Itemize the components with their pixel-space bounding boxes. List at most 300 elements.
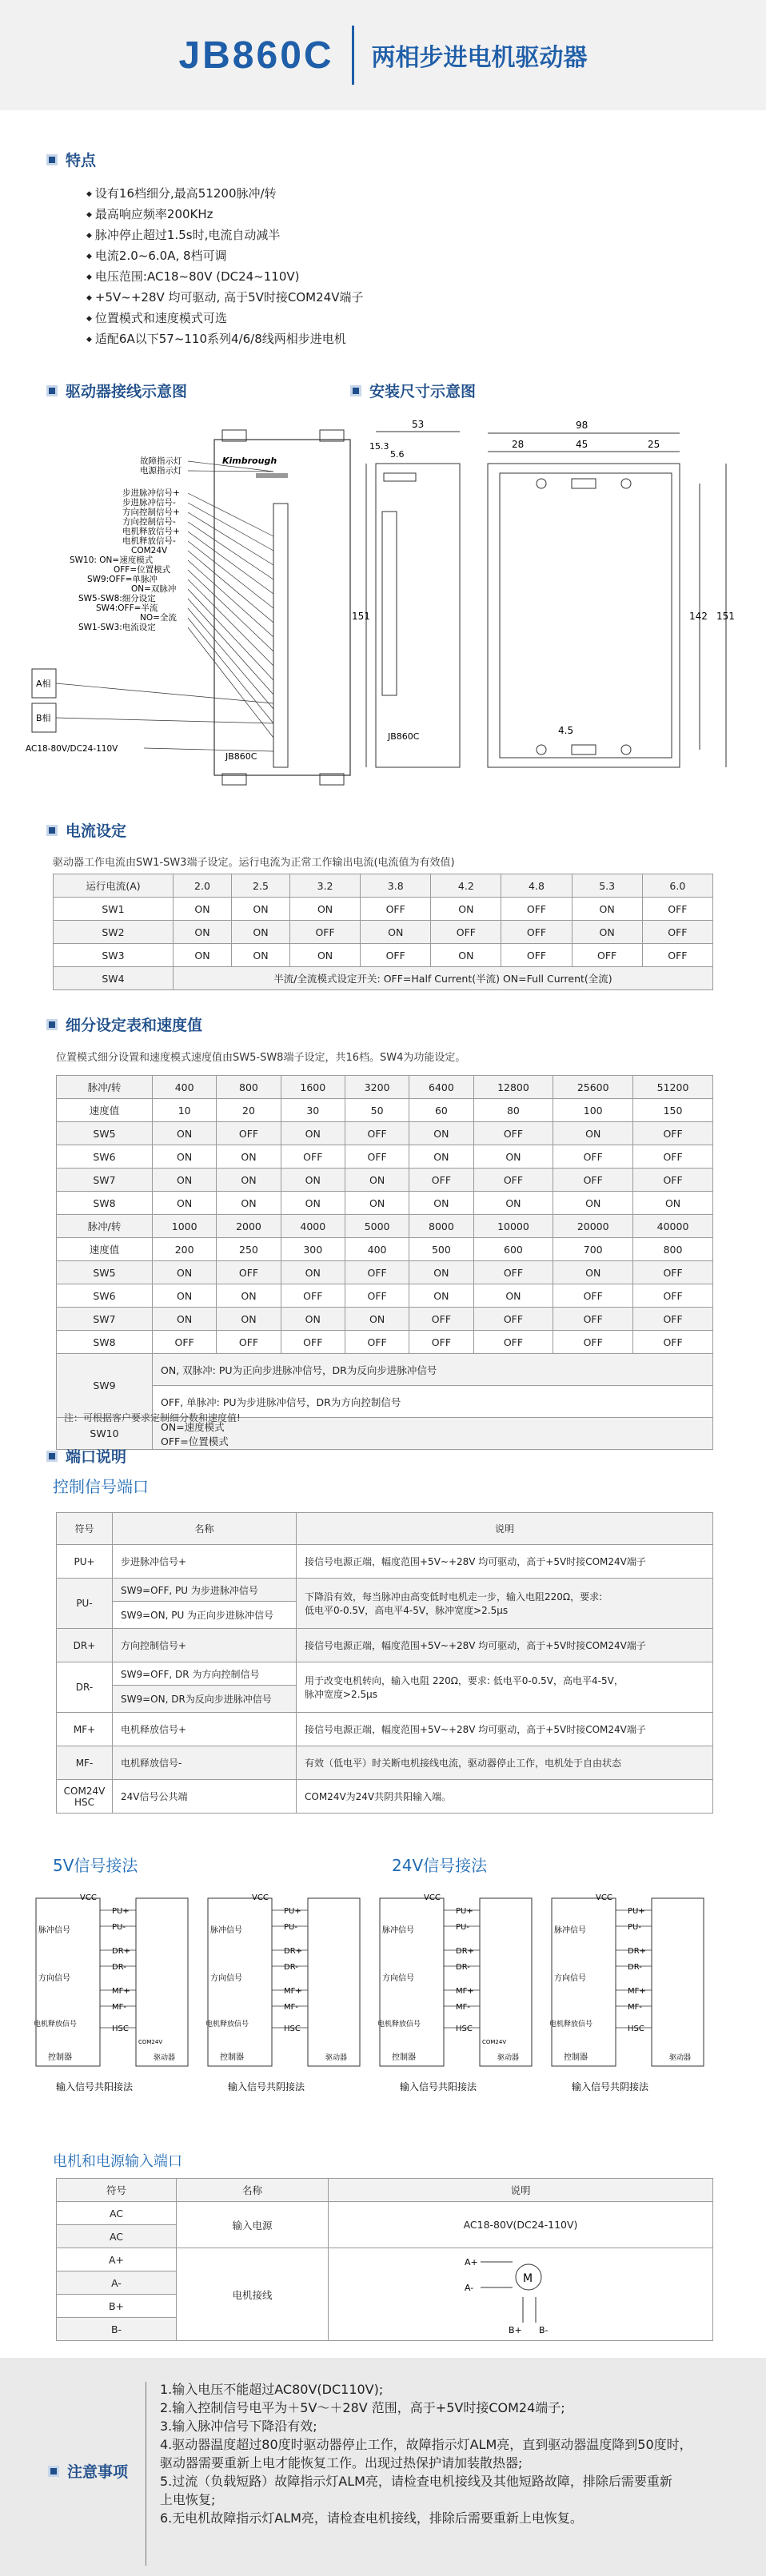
table-cell: ON — [345, 1192, 409, 1215]
table-cell: 1600 — [281, 1076, 345, 1099]
micro-footnote: 注：可根据客户要求定制细分数和速度值! — [64, 1412, 241, 1423]
table-cell: SW1 — [54, 898, 174, 921]
table-cell: ON — [232, 898, 290, 921]
pin-label: DR+ — [628, 1947, 647, 1956]
table-cell: SW9 — [57, 1354, 153, 1418]
table-cell: OFF — [501, 921, 572, 944]
table-cell: 80 — [473, 1099, 553, 1122]
phase-b-label: B相 — [36, 713, 51, 723]
table-cell: ON — [290, 898, 361, 921]
table-cell: 2.0 — [174, 874, 232, 898]
port-symbol: PU- — [57, 1579, 113, 1629]
driver-model-label: JB860C — [225, 751, 257, 762]
power-name: 输入电源 — [177, 2202, 329, 2248]
table-cell: 500 — [409, 1238, 473, 1261]
port-name: 步进脉冲信号+ — [113, 1545, 297, 1579]
table-cell: ON — [345, 1169, 409, 1192]
table-cell: OFF — [290, 921, 361, 944]
table-cell: SW6 — [57, 1284, 153, 1308]
square-icon — [48, 2466, 59, 2477]
table-cell: ON — [431, 944, 501, 967]
dim-142: 142 — [689, 611, 708, 622]
motor-diagram — [461, 2249, 580, 2337]
driver-label: 驱动器 — [497, 2054, 520, 2062]
pin-label: PU+ — [284, 1907, 301, 1916]
table-row — [54, 898, 713, 921]
table-cell: 10000 — [473, 1215, 553, 1238]
notice-heading — [48, 2460, 128, 2482]
table-cell: OFF — [153, 1331, 217, 1354]
pulse-label: 脉冲信号 — [382, 1926, 414, 1935]
ports-title: 端口说明 — [66, 1448, 127, 1466]
pin-label: DR- — [628, 1963, 642, 1972]
signal-diagrams — [32, 1882, 736, 2122]
diagram-caption: 输入信号共阴接法 — [228, 2081, 305, 2092]
port-desc: 接信号电源正端，幅度范围+5V~+28V 均可驱动，高于+5V时接COM24V端子 — [297, 1629, 713, 1662]
motor-b-plus: B+ — [509, 2325, 522, 2335]
dir-label: 方向信号 — [554, 1974, 586, 1983]
table-cell: OFF — [642, 921, 712, 944]
table-cell: OFF — [409, 1169, 473, 1192]
signal-5v-title: 5V信号接法 — [53, 1856, 138, 1875]
notice-list — [160, 2380, 692, 2527]
release-label: 电机释放信号 — [549, 2021, 593, 2029]
power-table — [56, 2178, 713, 2341]
diagram-caption: 输入信号共阳接法 — [400, 2081, 477, 2092]
table-header-cell: 说明 — [297, 1513, 713, 1545]
features-title: 特点 — [66, 152, 97, 169]
table-cell: 4.8 — [501, 874, 572, 898]
table-cell: ON — [553, 1192, 633, 1215]
pin-label: MF+ — [112, 1987, 130, 1996]
dims-title: 安装尺寸示意图 — [369, 383, 477, 400]
control-port-subtitle: 控制信号端口 — [53, 1477, 149, 1496]
diagram-caption: 输入信号共阳接法 — [56, 2081, 134, 2092]
table-cell: 60 — [409, 1099, 473, 1122]
table-cell: OFF — [361, 898, 431, 921]
signal-diagram — [205, 1893, 360, 2092]
port-symbol: DR- — [57, 1662, 113, 1713]
notice-title: 注意事项 — [67, 2463, 129, 2481]
table-cell: SW8 — [57, 1192, 153, 1215]
controller-label: 控制器 — [220, 2053, 244, 2062]
table-cell: OFF — [553, 1284, 633, 1308]
micro-note: 位置模式细分设置和速度模式速度值由SW5-SW8端子设定，共16档。SW4为功能设定。 — [56, 1052, 466, 1064]
table-cell: 运行电流(A) — [54, 874, 174, 898]
table-cell: 4.2 — [431, 874, 501, 898]
features-list — [86, 184, 363, 350]
motor-b-minus: B- — [539, 2325, 549, 2335]
table-cell: 20000 — [553, 1215, 633, 1238]
table-cell: ON — [174, 898, 232, 921]
table-row — [57, 1215, 713, 1238]
vcc-label: VCC — [596, 1893, 612, 1902]
feature-item: ◆ 设有16档细分,最高51200脉冲/转 — [86, 184, 363, 205]
table-cell: OFF — [345, 1145, 409, 1169]
port-symbol: MF- — [57, 1746, 113, 1780]
table-cell: OFF — [633, 1169, 713, 1192]
table-header-cell: 名称 — [113, 1513, 297, 1545]
table-cell: ON — [153, 1145, 217, 1169]
table-cell: ON — [153, 1169, 217, 1192]
table-header-cell: 符号 — [57, 2179, 177, 2202]
dim-45: 45 — [576, 439, 588, 450]
current-title: 电流设定 — [66, 822, 127, 840]
port-symbol-line: COM24V — [63, 1785, 106, 1797]
port-name: SW9=OFF, PU 为步进脉冲信号 — [113, 1579, 297, 1602]
table-cell: 700 — [553, 1238, 633, 1261]
table-cell: ON — [633, 1192, 713, 1215]
table-cell: ON — [361, 921, 431, 944]
table-cell: 6.0 — [642, 874, 712, 898]
release-label: 电机释放信号 — [205, 2021, 249, 2029]
table-cell: ON — [345, 1308, 409, 1331]
dimension-diagram — [344, 416, 752, 783]
table-cell: SW10 — [57, 1418, 153, 1450]
table-cell: ON — [153, 1261, 217, 1284]
pin-label: DR+ — [284, 1947, 303, 1956]
table-cell: ON — [409, 1284, 473, 1308]
dim-width-98: 98 — [576, 420, 588, 431]
table-cell: ON — [553, 1122, 633, 1145]
table-cell: ON — [217, 1169, 281, 1192]
table-cell: ON — [232, 921, 290, 944]
port-name: 电机释放信号- — [113, 1746, 297, 1780]
dim-5-6: 5.6 — [390, 449, 405, 460]
wiring-label: OFF=位置模式 — [114, 565, 171, 575]
notice-item: 上电恢复; — [160, 2492, 216, 2507]
table-row — [57, 1308, 713, 1331]
pin-label: DR- — [112, 1963, 126, 1972]
motor-diagram-cell — [329, 2248, 713, 2341]
table-header-cell: 符号 — [57, 1513, 113, 1545]
led-bar — [256, 473, 288, 478]
wiring-label: 方向控制信号+ — [122, 508, 180, 517]
pulse-label: 脉冲信号 — [554, 1926, 586, 1935]
table-cell: 40000 — [633, 1215, 713, 1238]
pin-label: COM24V — [138, 2039, 163, 2045]
pin-label: PU+ — [628, 1907, 645, 1916]
table-row — [57, 1076, 713, 1099]
current-heading — [46, 819, 126, 841]
notice-item: 1.输入电压不能超过AC80V(DC110V); — [160, 2382, 384, 2397]
table-row — [57, 1238, 713, 1261]
table-cell: 2000 — [217, 1215, 281, 1238]
table-cell: ON — [153, 1308, 217, 1331]
wiring-label: SW4:OFF=半流 — [96, 603, 158, 613]
pin-label: MF+ — [456, 1987, 474, 1996]
table-row — [57, 1261, 713, 1284]
wiring-label: 步进脉冲信号+ — [122, 488, 180, 498]
driver-box — [652, 1898, 704, 2066]
port-desc: 接信号电源正端，幅度范围+5V~+28V 均可驱动，高于+5V时接COM24V端子 — [297, 1713, 713, 1746]
dim-28: 28 — [512, 439, 525, 450]
table-row — [57, 2248, 713, 2271]
port-name: 电机释放信号+ — [113, 1713, 297, 1746]
side-view-body — [376, 464, 460, 767]
wiring-label: 电机释放信号+ — [122, 527, 180, 536]
table-cell: 800 — [217, 1076, 281, 1099]
signal-diagram — [377, 1893, 532, 2092]
port-name: 24V信号公共端 — [113, 1780, 297, 1814]
table-cell: OFF — [409, 1308, 473, 1331]
table-cell: OFF — [431, 921, 501, 944]
pin-label: DR- — [284, 1963, 298, 1972]
table-cell: ON — [174, 921, 232, 944]
table-cell: 脉冲/转 — [57, 1076, 153, 1099]
port-desc-line: 脉冲宽度>2.5μs — [305, 1689, 378, 1700]
release-label: 电机释放信号 — [34, 2021, 78, 2029]
wiring-label: 方向控制信号- — [122, 517, 176, 527]
pin-label: MF- — [628, 2003, 642, 2012]
table-cell: SW8 — [57, 1331, 153, 1354]
square-icon — [350, 385, 361, 396]
table-cell: 速度值 — [57, 1238, 153, 1261]
table-cell: OFF — [633, 1145, 713, 1169]
table-cell: 半流/全流模式设定开关: OFF=Half Current(半流) ON=Full Current(全流) — [174, 967, 713, 990]
table-cell: OFF, 单脉冲: PU为步进脉冲信号，DR为方向控制信号 — [153, 1386, 713, 1418]
table-cell: ON — [217, 1192, 281, 1215]
signal-24v-title: 24V信号接法 — [392, 1856, 488, 1875]
front-view-body — [488, 464, 680, 767]
table-row — [57, 1169, 713, 1192]
table-row — [54, 967, 713, 990]
feature-item: ◆ +5V~+28V 均可驱动, 高于5V时接COM24V端子 — [86, 288, 363, 309]
port-symbol: DR+ — [57, 1629, 113, 1662]
motor-label: M — [523, 2272, 533, 2285]
ports-heading — [46, 1445, 126, 1467]
pin-label: MF- — [284, 2003, 298, 2012]
wiring-label: SW9:OFF=单脉冲 — [87, 575, 158, 584]
table-cell: OFF — [473, 1122, 553, 1145]
table-cell: ON — [281, 1122, 345, 1145]
wiring-diagram — [24, 416, 360, 791]
wiring-label: COM24V — [131, 546, 168, 555]
motor-a-minus: A- — [465, 2283, 474, 2293]
power-title: 电机和电源输入端口 — [53, 2153, 182, 2170]
table-cell: 1000 — [153, 1215, 217, 1238]
table-cell: ON — [217, 1145, 281, 1169]
table-cell: 3.2 — [290, 874, 361, 898]
dim-4-5: 4.5 — [558, 725, 574, 736]
table-cell: ON — [572, 898, 642, 921]
terminal-block — [273, 504, 288, 767]
table-cell: OFF — [217, 1261, 281, 1284]
micro-title: 细分设定表和速度值 — [66, 1017, 203, 1034]
table-cell: ON — [153, 1284, 217, 1308]
feature-item: ◆ 电压范围:AC18~80V (DC24~110V) — [86, 267, 363, 288]
port-name: SW9=ON, DR为反向步进脉冲信号 — [113, 1686, 297, 1713]
port-desc: 有效（低电平）时关断电机接线电流，驱动器停止工作，电机处于自由状态 — [297, 1746, 713, 1780]
dim-height-151: 151 — [352, 611, 370, 622]
port-symbol: MF+ — [57, 1713, 113, 1746]
ports-table — [56, 1512, 713, 1814]
power-symbol: B- — [57, 2318, 177, 2341]
wiring-label: 电机释放信号- — [122, 536, 176, 546]
brand-logo: Kimbrough — [222, 456, 277, 466]
power-symbol: AC — [57, 2202, 177, 2225]
pin-label: PU+ — [112, 1907, 130, 1916]
table-row — [57, 1145, 713, 1169]
table-cell: ON — [409, 1122, 473, 1145]
power-symbol: A- — [57, 2271, 177, 2295]
current-table — [53, 874, 713, 990]
pin-label: MF- — [112, 2003, 126, 2012]
power-input-label: AC18-80V/DC24-110V — [26, 744, 118, 754]
port-desc-line: 下降沿有效，每当脉冲由高变低时电机走一步，输入电阻220Ω，要求: — [305, 1591, 603, 1603]
notice-item: 4.驱动器温度超过80度时驱动器停止工作，故障指示灯ALM亮，直到驱动器温度降到50度时， — [160, 2437, 692, 2452]
pin-label: HSC — [112, 2025, 129, 2033]
port-desc: 接信号电源正端，幅度范围+5V~+28V 均可驱动，高于+5V时接COM24V端子 — [297, 1545, 713, 1579]
table-cell: 3200 — [345, 1076, 409, 1099]
table-cell: OFF — [217, 1331, 281, 1354]
pin-label: DR+ — [112, 1947, 131, 1956]
micro-heading — [46, 1013, 202, 1035]
feature-item: ◆ 位置模式和速度模式可选 — [86, 309, 363, 329]
port-desc: COM24V为24V共阴共阳输入端。 — [297, 1780, 713, 1814]
dir-label: 方向信号 — [382, 1974, 414, 1983]
table-cell: SW7 — [57, 1169, 153, 1192]
table-cell: ON — [473, 1192, 553, 1215]
table-cell: OFF — [217, 1122, 281, 1145]
table-cell: OFF — [281, 1331, 345, 1354]
table-cell: SW7 — [57, 1308, 153, 1331]
table-cell: 400 — [345, 1238, 409, 1261]
table-cell: OFF — [633, 1122, 713, 1145]
page-header — [0, 0, 766, 110]
pin-label: MF+ — [284, 1987, 302, 1996]
driver-label: 驱动器 — [669, 2054, 692, 2062]
controller-label: 控制器 — [392, 2053, 416, 2062]
table-row — [57, 1746, 713, 1780]
port-desc-line: 低电平0-0.5V，高电平4-5V，脉冲宽度>2.5μs — [305, 1605, 509, 1616]
wiring-label: NO=全流 — [140, 613, 177, 623]
table-cell: ON — [232, 944, 290, 967]
table-cell: OFF — [281, 1284, 345, 1308]
table-cell: ON — [281, 1261, 345, 1284]
table-cell: OFF — [553, 1331, 633, 1354]
table-cell: OFF — [642, 944, 712, 967]
table-cell: OFF — [345, 1261, 409, 1284]
wiring-label: ON=双脉冲 — [131, 584, 177, 594]
table-cell: OFF — [473, 1331, 553, 1354]
table-cell: ON — [409, 1192, 473, 1215]
wiring-label: 电源指示灯 — [140, 466, 182, 476]
pin-label: HSC — [628, 2025, 644, 2033]
power-symbol: AC — [57, 2225, 177, 2248]
dim-151: 151 — [716, 611, 735, 622]
square-icon — [46, 385, 58, 396]
table-cell: OFF — [473, 1169, 553, 1192]
table-cell: ON — [281, 1192, 345, 1215]
vcc-label: VCC — [424, 1893, 441, 1902]
feature-item: ◆ 最高响应频率200KHz — [86, 205, 363, 225]
power-symbol: A+ — [57, 2248, 177, 2271]
table-cell: 12800 — [473, 1076, 553, 1099]
driver-label: 驱动器 — [325, 2054, 348, 2062]
port-name: SW9=OFF, DR 为方向控制信号 — [113, 1662, 297, 1686]
sw10-on: ON=速度模式 — [161, 1420, 225, 1433]
pin-label: DR+ — [456, 1947, 475, 1956]
square-icon — [46, 1019, 58, 1030]
features-heading — [46, 149, 96, 170]
table-header-row — [57, 2179, 713, 2202]
dim-25: 25 — [648, 439, 660, 450]
table-cell: SW3 — [54, 944, 174, 967]
table-header-cell: 名称 — [177, 2179, 329, 2202]
table-cell: 脉冲/转 — [57, 1215, 153, 1238]
table-cell: 速度值 — [57, 1099, 153, 1122]
wiring-label: 故障指示灯 — [140, 456, 182, 466]
pin-label: PU- — [112, 1923, 126, 1932]
pin-label: DR- — [456, 1963, 470, 1972]
table-cell: ON — [281, 1308, 345, 1331]
table-cell: 30 — [281, 1099, 345, 1122]
table-cell: 150 — [633, 1099, 713, 1122]
side-view-model: JB860C — [388, 731, 420, 742]
table-cell: OFF — [345, 1331, 409, 1354]
notice-item: 3.输入脉冲信号下降沿有效; — [160, 2419, 317, 2434]
table-row — [57, 1545, 713, 1579]
table-cell: ON — [409, 1145, 473, 1169]
table-cell: OFF — [345, 1284, 409, 1308]
notice-item: 2.输入控制信号电平为＋5V～＋28V 范围，高于+5V时接COM24端子; — [160, 2400, 565, 2415]
pulse-label: 脉冲信号 — [210, 1926, 242, 1935]
table-cell: 25600 — [553, 1076, 633, 1099]
dim-15-3: 15.3 — [369, 441, 389, 452]
phase-a-label: A相 — [36, 679, 51, 689]
table-cell: OFF — [473, 1261, 553, 1284]
square-icon — [46, 825, 58, 836]
table-cell: 600 — [473, 1238, 553, 1261]
table-row — [57, 1284, 713, 1308]
table-cell: 50 — [345, 1099, 409, 1122]
table-cell: 100 — [553, 1099, 633, 1122]
wiring-label: SW1-SW3:电流设定 — [78, 623, 156, 632]
vcc-label: VCC — [80, 1893, 97, 1902]
driver-box — [308, 1898, 360, 2066]
table-cell: 300 — [281, 1238, 345, 1261]
wiring-title: 驱动器接线示意图 — [66, 383, 188, 400]
table-cell: 800 — [633, 1238, 713, 1261]
table-cell: ON — [431, 898, 501, 921]
vcc-label: VCC — [252, 1893, 269, 1902]
table-cell: 8000 — [409, 1215, 473, 1238]
dims-heading — [350, 380, 476, 401]
pin-label: PU- — [456, 1923, 469, 1932]
table-cell: ON — [153, 1122, 217, 1145]
table-header-cell: 说明 — [329, 2179, 713, 2202]
table-row — [54, 921, 713, 944]
power-desc: AC18-80V(DC24-110V) — [329, 2202, 713, 2248]
table-cell: 250 — [217, 1238, 281, 1261]
port-symbol — [57, 1780, 113, 1814]
table-row — [54, 874, 713, 898]
pin-label: PU- — [284, 1923, 297, 1932]
sw10-off: OFF=位置模式 — [161, 1435, 229, 1447]
wiring-label: SW10: ON=速度模式 — [70, 555, 154, 565]
table-row — [57, 1780, 713, 1814]
table-cell: OFF — [553, 1145, 633, 1169]
current-note: 驱动器工作电流由SW1-SW3端子设定。运行电流为正常工作输出电流(电流值为有效值) — [53, 857, 455, 869]
pin-label: PU+ — [456, 1907, 473, 1916]
product-name: 两相步进电机驱动器 — [371, 44, 588, 72]
table-cell: ON — [281, 1169, 345, 1192]
table-cell: OFF — [633, 1284, 713, 1308]
table-cell: 2.5 — [232, 874, 290, 898]
controller-label: 控制器 — [564, 2053, 588, 2062]
table-row — [57, 1192, 713, 1215]
